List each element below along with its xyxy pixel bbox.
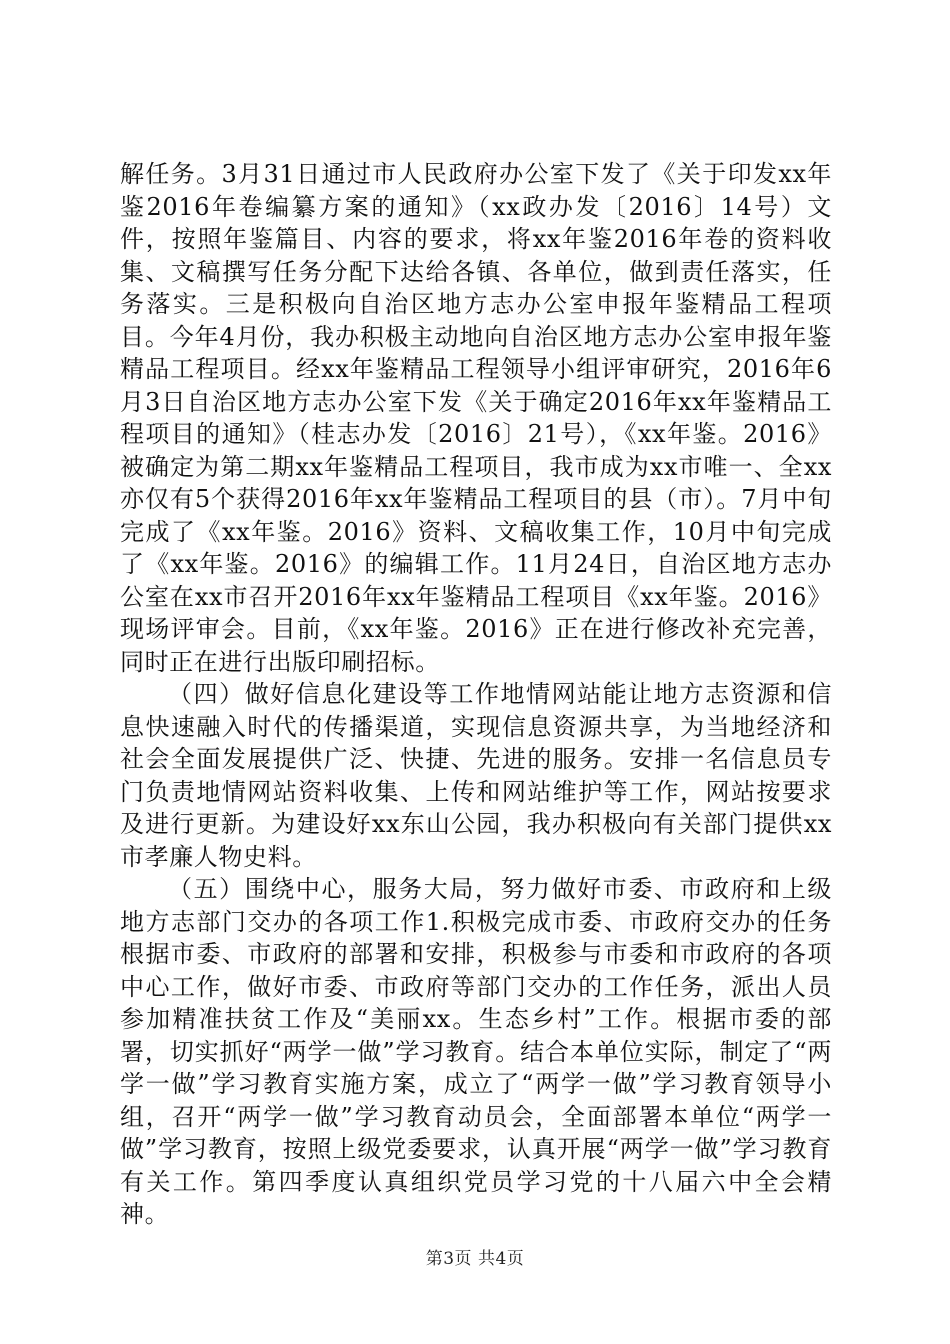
paragraph-2: （四）做好信息化建设等工作地情网站能让地方志资源和信息快速融入时代的传播渠道，实现信息资源共享，为当地经济和社会全面发展提供广泛、快捷、先进的服务。安排一名信息员专门负责地情网站资料收集、上传和网站维护等工作，网站按要求及进行更新。为建设好xx东山公园，我办积极向有关部门提供xx市孝廉人物史料。 bbox=[120, 680, 832, 871]
paragraph-3: （五）围绕中心，服务大局，努力做好市委、市政府和上级地方志部门交办的各项工作1.积极完成市委、市政府交办的任务根据市委、市政府的部署和安排，积极参与市委和市政府的各项中心工作，做好市委、市政府等部门交办的工作任务，派出人员参加精准扶贫工作及“美丽xx。生态乡村”工作。根据市委的部署，切实抓好“两学一做”学习教育。结合本单位实际，制定了“两学一做”学习教育实施方案，成立了“两学一做”学习教育领导小组，召开“两学一做”学习教育动员会，全面部署本单位“两学一做”学习教育，按照上级党委要求，认真开展“两学一做”学习教育有关工作。第四季度认真组织党员学习党的十八届六中全会精神。 bbox=[120, 875, 832, 1228]
paragraph-1: 解任务。3月31日通过市人民政府办公室下发了《关于印发xx年鉴2016年卷编纂方案的通知》（xx政办发〔2016〕14号）文件，按照年鉴篇目、内容的要求，将xx年鉴2016年卷的资料收集、文稿撰写任务分配下达给各镇、各单位，做到责任落实，任务落实。三是积极向自治区地方志办公室申报年鉴精品工程项目。今年4月份，我办积极主动地向自治区地方志办公室申报年鉴精品工程项目。经xx年鉴精品工程领导小组评审研究，2016年6月3日自治区地方志办公室下发《关于确定2016年xx年鉴精品工程项目的通知》（桂志办发〔2016〕21号），《xx年鉴。2016》被确定为第二期xx年鉴精品工程项目，我市成为xx市唯一、全xx亦仅有5个获得2016年xx年鉴精品工程项目的县（市）。7月中旬完成了《xx年鉴。2016》资料、文稿收集工作，10月中旬完成了《xx年鉴。2016》的编辑工作。11月24日，自治区地方志办公室在xx市召开2016年xx年鉴精品工程项目《xx年鉴。2016》现场评审会。目前，《xx年鉴。2016》正在进行修改补充完善，同时正在进行出版印刷招标。 bbox=[120, 160, 832, 676]
page-number-footer: 第3页 共4页 bbox=[425, 1249, 525, 1269]
document-body bbox=[120, 158, 832, 1231]
